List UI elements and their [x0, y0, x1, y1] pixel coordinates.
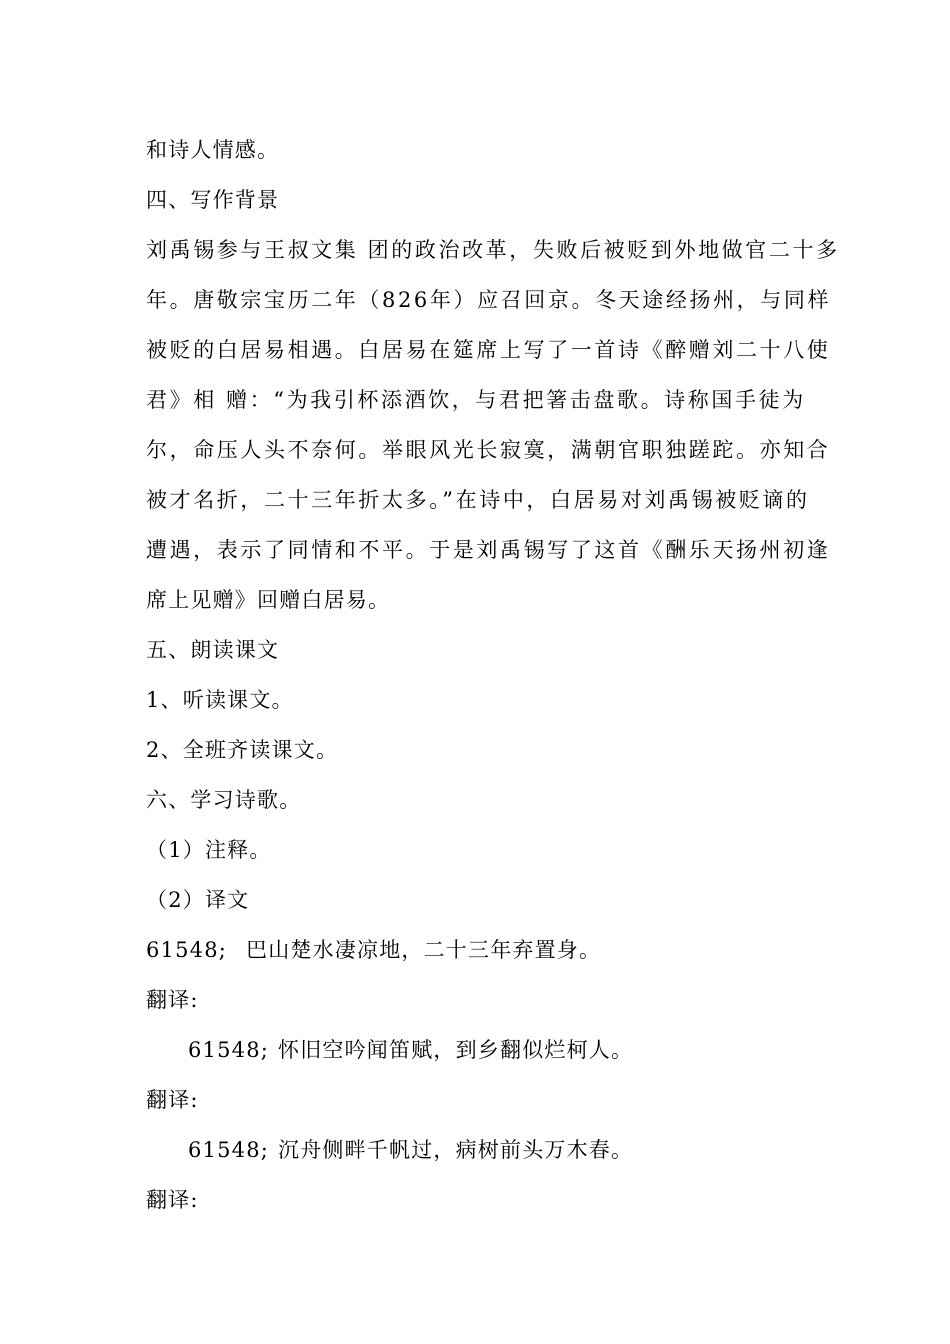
- text-line: 和诗人情感。: [146, 138, 280, 162]
- verse-code: 61548;: [188, 1138, 270, 1162]
- translate-label: 翻译:: [146, 988, 199, 1012]
- paragraph-line: 年。唐敬宗宝历二年（826年）应召回京。冬天途经扬州，与同样: [146, 288, 832, 312]
- verse-line: [188, 1035, 633, 1065]
- list-item: （2）译文: [146, 888, 250, 912]
- verse-text: 怀旧空吟闻笛赋，到乡翻似烂柯人。: [278, 1038, 634, 1062]
- list-item: （1）注释。: [146, 838, 272, 862]
- paragraph-line: 被贬的白居易相遇。白居易在筵席上写了一首诗《醉赠刘二十八使: [146, 338, 831, 362]
- verse-code: 61548;: [146, 938, 228, 962]
- paragraph-line: 被才名折，二十三年折太多。”在诗中，白居易对刘禹锡被贬谪的: [146, 488, 810, 512]
- verse-code: 61548;: [188, 1038, 270, 1062]
- section-heading: 六、学习诗歌。: [146, 788, 302, 812]
- translate-label: 翻译:: [146, 1188, 199, 1212]
- verse-line: [188, 1135, 633, 1165]
- paragraph-line: 君》相 赠：“为我引杯添酒饮，与君把箸击盘歌。诗称国手徒为: [146, 388, 806, 412]
- list-item: 2、全班齐读课文。: [146, 738, 339, 762]
- verse-text: 沉舟侧畔千帆过，病树前头万木春。: [278, 1138, 634, 1162]
- verse-text: 巴山楚水凄凉地，二十三年弃置身。: [246, 938, 602, 962]
- translate-label: 翻译:: [146, 1088, 199, 1112]
- paragraph-line: 尔，命压人头不奈何。举眼风光长寂寞，满朝官职独蹉跎。亦知合: [146, 438, 831, 462]
- list-item: 1、听读课文。: [146, 688, 294, 712]
- paragraph-line: 遭遇，表示了同情和不平。于是刘禹锡写了这首《酬乐天扬州初逢: [146, 538, 831, 562]
- verse-line: [146, 935, 601, 965]
- paragraph-line: 席上见赠》回赠白居易。: [146, 588, 391, 612]
- paragraph-line: 刘禹锡参与王叔文集 团的政治改革，失败后被贬到外地做官二十多: [146, 238, 840, 262]
- section-heading: 五、朗读课文: [146, 638, 280, 662]
- section-heading: 四、写作背景: [146, 188, 280, 212]
